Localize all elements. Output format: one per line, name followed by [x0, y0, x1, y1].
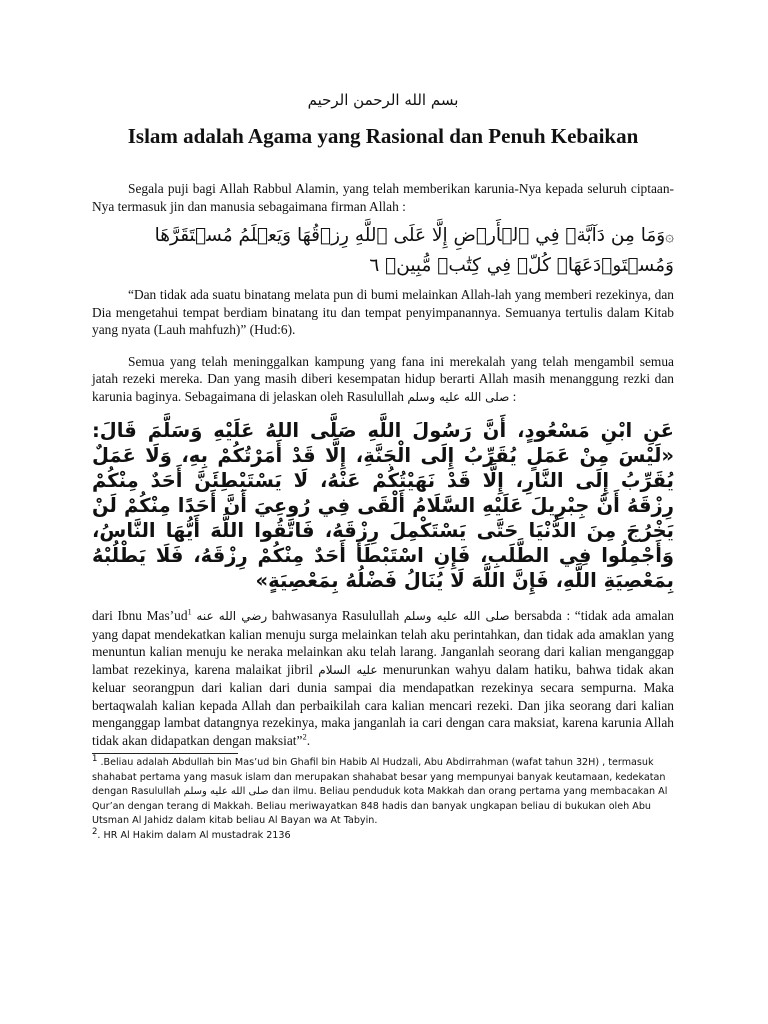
- salawat-text: صلى الله عليه وسلم: [183, 786, 269, 798]
- document-page: [92, 84, 674, 844]
- salawat-text: صلى الله عليه وسلم: [407, 389, 510, 404]
- translation-part-3: bersabda : “tidak ada amalan yang dapat mendekatkan kalian menuju surga melainkan telah aku perintahkan, dan tidak ada amaklan yang menuntun kalian menuju ke neraka melainkan aku telah larang. Janganlah seorang dari kalian menganggap lambat rezekinya, karena malaikat jibril: [92, 608, 674, 677]
- hadith-translation-paragraph: [92, 607, 674, 749]
- footnote-number: 2: [92, 826, 98, 837]
- basmala: بسم الله الرحمن الرحيم: [307, 91, 459, 109]
- paragraph-2-text: Semua yang telah meninggalkan kampung yang fana ini merekalah yang telah mengambil semua jatah rezeki mereka. Dan yang masih diberi kesempatan hidup berarti Allah masih menanggung rezki dan karunia baginya. Sebagaimana di jelaskan oleh Rasulullah: [92, 353, 674, 404]
- footnote-1: [92, 753, 674, 829]
- footnote-ref-2[interactable]: 2: [302, 731, 307, 742]
- quran-verse-text: وَمَا مِن دَآبَّةٖ فِي ٱلۡأَرۡضِ إِلَّا عَلَى ٱللَّهِ رِزۡقُهَا وَيَعۡلَمُ مُسۡتَقَرَّهَا وَمُسۡتَوۡدَعَهَاۚ كُلّٞ فِي كِتَٰبٖ مُّبِينٖ ٦: [154, 225, 674, 276]
- footnote-1-text-end: dan ilmu. Beliau penduduk kota Makkah dan orang pertama yang membacakan Al Qur’an dengan terang di Makkah. Beliau meriwayatkan 848 hadis dan banyak ungkapan beliau di bukukan oleh Abu Utsman Al Jahidz dalam kitab beliau Al Bayan wa At Tabyin.: [92, 786, 668, 827]
- footnote-separator: [92, 753, 238, 754]
- footnote-2: [92, 826, 674, 844]
- body-paragraph-2: [92, 353, 674, 407]
- radhiyallah-text: رضي الله عنه: [196, 609, 268, 623]
- rub-el-hizb-icon: ۞: [665, 227, 674, 245]
- alaihissalam-text: عليه السلام: [318, 662, 378, 677]
- verse-translation: “Dan tidak ada suatu binatang melata pun di bumi melainkan Allah-lah yang memberi rezekinya, dan Dia mengetahui tempat berdiam binatang itu dan tempat penyimpanannya. Semuanya tertulis dalam Kitab yang nyata (Lauh mahfuzh)” (Hud:6).: [92, 287, 674, 337]
- footnote-ref-1[interactable]: 1: [187, 606, 192, 617]
- translation-part-4: menurunkan wahyu dalam hatiku, bahwa tidak akan keluar seorangpun dari kalian dari dunia sampai dia mendapatkan rezekinya secara sempurna. Maka bertaqwalah kalian kepada Allah dan perbaikilah cara kalian mencari rezeki. Dan jika seorang dari kalian menganggap lambat datangnya rezekinya, maka janganlah ia cari dengan cara maksiat, karena karunia Allah tidak akan didapatkan dengan maksiat”: [92, 661, 674, 748]
- quran-verse: [92, 221, 674, 280]
- footnote-1-text: .Beliau adalah Abdullah bin Mas’ud bin Ghafil bin Habib Al Hudzali, Abu Abdirrahman (wafat tahun 32H) , termasuk shahabat pertama yang masuk islam dan merupakan shahabat besar yang mempunyai banyak keutamaan, kedekatan dengan Rasulullah: [92, 757, 666, 798]
- paragraph-2-end: :: [509, 388, 517, 404]
- hadith-arabic: عَنِ ابْنِ مَسْعُودٍ، أَنَّ رَسُولَ اللَّهِ صَلَّى اللهُ عَلَيْهِ وَسَلَّمَ قَالَ: «لَيْسَ مِنْ عَمَلٍ يُقَرِّبُ إِلَى الْجَنَّةِ، إِلَّا قَدْ أَمَرْتُكُمْ بِهِ، وَلَا عَمَلٌ يُقَرِّبُ إِلَى النَّارِ، إِلَّا قَدْ نَهَيْتُكُمْ عَنْهُ، لَا يَسْتَبْطِئَنَّ أَحَدٌ مِنْكُمْ رِزْقَهُ أَنَّ جِبْرِيلَ عَلَيْهِ السَّلَامُ أَلْقَى فِي رُوعِيَ أَنَّ أَحَدًا مِنْكُمْ لَنْ يَخْرُجَ مِنَ الدُّنْيَا حَتَّى يَسْتَكْمِلَ رِزْقَهُ، فَاتَّقُوا اللَّهَ أَيُّهَا النَّاسُ، وَأَجْمِلُوا فِي الطَّلَبِ، فَإِنِ اسْتَبْطَأَ أَحَدٌ مِنْكُمْ رِزْقَهُ، فَلَا يَطْلُبْهُ بِمَعْصِيَةِ اللَّهِ، فَإِنَّ اللَّهَ لَا يُنَالُ فَضْلُهُ بِمَعْصِيَةٍ»: [92, 419, 674, 592]
- translation-part-2: bahwasanya Rasulullah: [267, 608, 404, 623]
- footnote-2-text: . HR Al Hakim dalam Al mustadrak 2136: [97, 829, 291, 841]
- document-title: Islam adalah Agama yang Rasional dan Penuh Kebaikan: [127, 124, 639, 148]
- footnote-number: 1: [92, 753, 98, 764]
- footnotes: [92, 753, 674, 844]
- translation-part-5: .: [306, 732, 311, 748]
- translation-part-1: dari Ibnu Mas’ud: [92, 608, 188, 623]
- intro-paragraph: Segala puji bagi Allah Rabbul Alamin, yang telah memberikan karunia-Nya kepada seluruh ciptaan-Nya termasuk jin dan manusia sebagaimana firman Allah :: [92, 181, 674, 214]
- salawat-text: صلى الله عليه وسلم: [403, 609, 510, 623]
